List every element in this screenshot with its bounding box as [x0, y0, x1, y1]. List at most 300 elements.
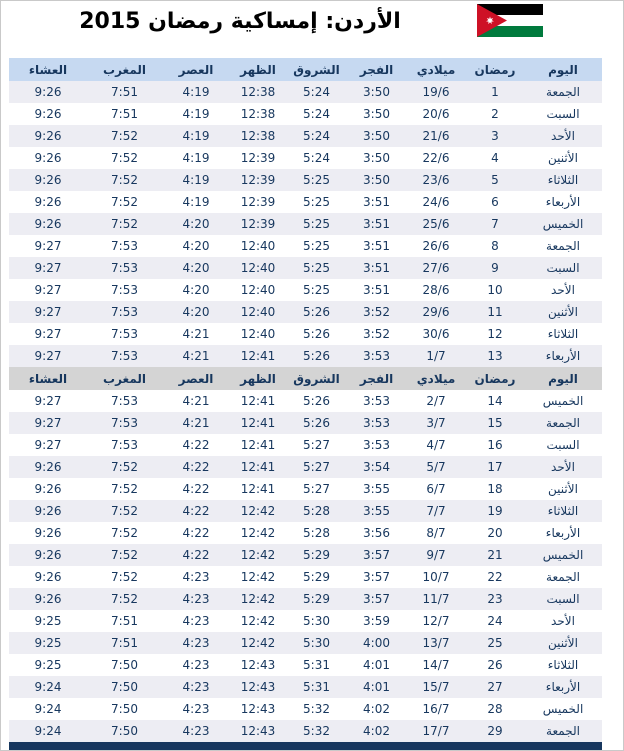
cell-dhuhr: 12:39: [230, 213, 286, 235]
cell-fajr: 3:54: [347, 456, 406, 478]
cell-asr: 4:22: [182, 482, 210, 496]
cell-ramadan: 7: [466, 213, 524, 235]
cell-asr: 4:23: [182, 702, 210, 716]
column-header: ميلادي: [406, 367, 466, 390]
cell-shuruq: 5:29: [303, 570, 330, 584]
cell-fajr: 3:57: [347, 544, 406, 566]
cell-fajr: 4:01: [363, 658, 390, 672]
cell-asr: 4:22: [162, 456, 230, 478]
cell-asr: 4:20: [162, 301, 230, 323]
cell-maghrib: 7:52: [87, 588, 162, 610]
cell-ramadan: 18: [487, 482, 503, 496]
cell-gregorian: 17/7: [406, 720, 466, 742]
cell-asr: 4:23: [162, 676, 230, 698]
cell-isha: 9:27: [34, 394, 62, 408]
cell-gregorian: 19/6: [406, 81, 466, 103]
table-row: [9, 345, 602, 367]
table-row: [9, 103, 602, 125]
cell-ramadan: 14: [487, 394, 503, 408]
cell-asr: 4:21: [182, 327, 210, 341]
cell-day: الأثنين: [524, 301, 602, 323]
cell-maghrib: 7:53: [111, 239, 138, 253]
cell-asr: 4:19: [162, 81, 230, 103]
cell-maghrib: 7:53: [111, 438, 138, 452]
cell-fajr: 3:57: [363, 570, 390, 584]
cell-gregorian: 14/7: [422, 658, 450, 672]
cell-maghrib: 7:52: [111, 570, 138, 584]
cell-ramadan: 2: [491, 107, 499, 121]
cell-fajr: 3:51: [347, 257, 406, 279]
cell-isha: 9:25: [34, 614, 62, 628]
cell-asr: 4:20: [162, 257, 230, 279]
column-header: الظهر: [230, 58, 286, 81]
column-header: رمضان: [466, 367, 524, 390]
prayer-times-table: [9, 58, 602, 742]
cell-isha: 9:26: [34, 570, 62, 584]
cell-day: الجمعة: [524, 720, 602, 742]
cell-day: السبت: [524, 257, 602, 279]
cell-isha: 9:26: [9, 213, 87, 235]
cell-dhuhr: 12:43: [240, 702, 276, 716]
cell-shuruq: 5:25: [303, 195, 330, 209]
cell-fajr: 3:50: [347, 125, 406, 147]
table-row: [9, 301, 602, 323]
page-header: [1, 1, 623, 58]
cell-shuruq: 5:24: [303, 107, 330, 121]
cell-asr: 4:21: [182, 394, 210, 408]
cell-gregorian: 13/7: [406, 632, 466, 654]
cell-maghrib: 7:52: [87, 213, 162, 235]
table-row: [9, 588, 602, 610]
cell-dhuhr: 12:42: [230, 544, 286, 566]
cell-shuruq: 5:27: [303, 482, 330, 496]
cell-dhuhr: 12:40: [240, 239, 276, 253]
cell-ramadan: 11: [466, 301, 524, 323]
cell-gregorian: 15/7: [406, 676, 466, 698]
cell-dhuhr: 12:40: [240, 327, 276, 341]
cell-asr: 4:23: [182, 658, 210, 672]
cell-shuruq: 5:31: [286, 676, 347, 698]
cell-ramadan: 13: [466, 345, 524, 367]
cell-fajr: 3:52: [347, 301, 406, 323]
cell-asr: 4:23: [162, 588, 230, 610]
cell-isha: 9:26: [9, 125, 87, 147]
cell-shuruq: 5:25: [286, 257, 347, 279]
cell-ramadan: 24: [487, 614, 503, 628]
cell-ramadan: 21: [466, 544, 524, 566]
cell-isha: 9:24: [34, 702, 62, 716]
cell-shuruq: 5:26: [286, 412, 347, 434]
cell-fajr: 3:51: [363, 195, 390, 209]
cell-asr: 4:19: [162, 125, 230, 147]
cell-ramadan: 12: [487, 327, 503, 341]
cell-maghrib: 7:52: [111, 526, 138, 540]
cell-shuruq: 5:25: [303, 239, 330, 253]
cell-isha: 9:26: [9, 500, 87, 522]
cell-gregorian: 6/7: [426, 482, 446, 496]
table-row: [9, 323, 602, 345]
cell-ramadan: 9: [466, 257, 524, 279]
cell-fajr: 3:53: [363, 394, 390, 408]
cell-gregorian: 21/6: [406, 125, 466, 147]
table-row: [9, 257, 602, 279]
cell-ramadan: 27: [466, 676, 524, 698]
cell-ramadan: 4: [491, 151, 499, 165]
bottom-bar: [9, 742, 602, 750]
cell-dhuhr: 12:39: [240, 195, 276, 209]
cell-isha: 9:27: [9, 257, 87, 279]
cell-maghrib: 7:53: [87, 257, 162, 279]
cell-gregorian: 9/7: [406, 544, 466, 566]
cell-ramadan: 8: [491, 239, 499, 253]
cell-dhuhr: 12:42: [240, 614, 276, 628]
cell-day: الأثنين: [548, 482, 578, 496]
cell-fajr: 3:51: [347, 213, 406, 235]
cell-asr: 4:19: [182, 195, 210, 209]
table-row: [9, 478, 602, 500]
cell-isha: 9:26: [34, 151, 62, 165]
cell-shuruq: 5:29: [286, 544, 347, 566]
cell-dhuhr: 12:40: [230, 301, 286, 323]
cell-dhuhr: 12:41: [240, 394, 276, 408]
cell-fajr: 3:56: [363, 526, 390, 540]
cell-shuruq: 5:30: [286, 632, 347, 654]
cell-dhuhr: 12:38: [230, 81, 286, 103]
cell-asr: 4:22: [162, 500, 230, 522]
cell-shuruq: 5:25: [286, 169, 347, 191]
cell-ramadan: 5: [466, 169, 524, 191]
cell-shuruq: 5:27: [286, 456, 347, 478]
cell-fajr: 3:52: [363, 327, 390, 341]
cell-isha: 9:26: [9, 456, 87, 478]
cell-isha: 9:27: [34, 283, 62, 297]
cell-isha: 9:24: [9, 676, 87, 698]
cell-maghrib: 7:53: [87, 301, 162, 323]
cell-gregorian: 26/6: [422, 239, 450, 253]
cell-gregorian: 2/7: [426, 394, 446, 408]
cell-gregorian: 3/7: [406, 412, 466, 434]
cell-day: الأحد: [551, 614, 575, 628]
cell-fajr: 4:00: [347, 632, 406, 654]
cell-maghrib: 7:53: [87, 345, 162, 367]
cell-isha: 9:27: [9, 412, 87, 434]
cell-isha: 9:27: [34, 239, 62, 253]
column-header: الشروق: [286, 367, 347, 390]
cell-fajr: 3:50: [363, 151, 390, 165]
cell-shuruq: 5:27: [303, 438, 330, 452]
table-row: [9, 632, 602, 654]
cell-isha: 9:27: [9, 345, 87, 367]
cell-dhuhr: 12:38: [230, 125, 286, 147]
cell-day: السبت: [546, 107, 580, 121]
cell-ramadan: 15: [466, 412, 524, 434]
cell-asr: 4:20: [182, 239, 210, 253]
cell-fajr: 3:51: [363, 239, 390, 253]
cell-shuruq: 5:28: [303, 526, 330, 540]
cell-ramadan: 22: [487, 570, 503, 584]
cell-maghrib: 7:52: [87, 544, 162, 566]
cell-asr: 4:23: [162, 632, 230, 654]
cell-gregorian: 4/7: [426, 438, 446, 452]
cell-gregorian: 24/6: [422, 195, 450, 209]
cell-fajr: 3:53: [363, 438, 390, 452]
cell-shuruq: 5:26: [303, 394, 330, 408]
cell-gregorian: 7/7: [406, 500, 466, 522]
cell-asr: 4:22: [182, 526, 210, 540]
cell-shuruq: 5:30: [303, 614, 330, 628]
cell-isha: 9:27: [34, 438, 62, 452]
cell-fajr: 3:55: [347, 500, 406, 522]
cell-ramadan: 28: [487, 702, 503, 716]
cell-dhuhr: 12:38: [240, 107, 276, 121]
cell-day: الجمعة: [546, 570, 580, 584]
table-row: [9, 169, 602, 191]
cell-fajr: 3:53: [347, 345, 406, 367]
cell-ramadan: 1: [466, 81, 524, 103]
table-row: [9, 279, 602, 301]
cell-dhuhr: 12:43: [240, 658, 276, 672]
column-header: العشاء: [9, 58, 87, 81]
cell-shuruq: 5:26: [286, 345, 347, 367]
cell-asr: 4:19: [182, 107, 210, 121]
table-row: [9, 412, 602, 434]
table-row: [9, 434, 602, 456]
cell-maghrib: 7:53: [111, 394, 138, 408]
cell-gregorian: 16/7: [422, 702, 450, 716]
cell-ramadan: 19: [466, 500, 524, 522]
cell-shuruq: 5:24: [286, 125, 347, 147]
cell-shuruq: 5:25: [303, 283, 330, 297]
cell-isha: 9:26: [34, 107, 62, 121]
cell-ramadan: 10: [487, 283, 503, 297]
cell-dhuhr: 12:42: [240, 526, 276, 540]
cell-dhuhr: 12:41: [230, 345, 286, 367]
cell-shuruq: 5:26: [303, 327, 330, 341]
cell-gregorian: 29/6: [406, 301, 466, 323]
cell-dhuhr: 12:42: [230, 632, 286, 654]
table-row: [9, 500, 602, 522]
cell-maghrib: 7:50: [87, 676, 162, 698]
cell-gregorian: 22/6: [422, 151, 450, 165]
cell-fajr: 3:59: [363, 614, 390, 628]
cell-maghrib: 7:52: [87, 169, 162, 191]
cell-fajr: 3:57: [347, 588, 406, 610]
cell-day: الجمعة: [546, 239, 580, 253]
cell-gregorian: 28/6: [422, 283, 450, 297]
cell-day: الأحد: [551, 283, 575, 297]
cell-asr: 4:20: [182, 283, 210, 297]
column-header: المغرب: [87, 58, 162, 81]
cell-ramadan: 26: [487, 658, 503, 672]
table-row: [9, 125, 602, 147]
table-row: [9, 654, 602, 676]
cell-maghrib: 7:52: [87, 125, 162, 147]
cell-dhuhr: 12:42: [230, 500, 286, 522]
cell-ramadan: 3: [466, 125, 524, 147]
column-header: الظهر: [230, 367, 286, 390]
cell-fajr: 3:50: [363, 107, 390, 121]
cell-ramadan: 23: [466, 588, 524, 610]
cell-gregorian: 25/6: [406, 213, 466, 235]
cell-gregorian: 11/7: [406, 588, 466, 610]
cell-ramadan: 17: [466, 456, 524, 478]
cell-day: الثلاثاء: [547, 658, 579, 672]
cell-dhuhr: 12:41: [240, 438, 276, 452]
cell-day: السبت: [546, 438, 580, 452]
cell-day: الجمعة: [524, 81, 602, 103]
cell-maghrib: 7:51: [111, 614, 138, 628]
cell-gregorian: 12/7: [422, 614, 450, 628]
cell-maghrib: 7:50: [111, 658, 138, 672]
cell-dhuhr: 12:39: [230, 169, 286, 191]
cell-day: الثلاثاء: [524, 500, 602, 522]
column-header: العشاء: [9, 367, 87, 390]
cell-ramadan: 20: [487, 526, 503, 540]
cell-ramadan: 29: [466, 720, 524, 742]
cell-asr: 4:22: [182, 438, 210, 452]
cell-maghrib: 7:51: [111, 107, 138, 121]
column-header: الفجر: [347, 367, 406, 390]
cell-isha: 9:25: [34, 658, 62, 672]
cell-fajr: 3:55: [363, 482, 390, 496]
cell-dhuhr: 12:43: [230, 720, 286, 742]
table-row: [9, 147, 602, 169]
cell-isha: 9:26: [34, 526, 62, 540]
table-row: [9, 676, 602, 698]
cell-dhuhr: 12:41: [230, 412, 286, 434]
cell-day: الثلاثاء: [547, 327, 579, 341]
cell-day: الثلاثاء: [524, 169, 602, 191]
table-row: [9, 456, 602, 478]
cell-maghrib: 7:53: [111, 327, 138, 341]
cell-asr: 4:23: [182, 570, 210, 584]
cell-isha: 9:25: [9, 632, 87, 654]
cell-maghrib: 7:53: [111, 283, 138, 297]
cell-shuruq: 5:29: [286, 588, 347, 610]
cell-gregorian: 27/6: [406, 257, 466, 279]
cell-isha: 9:26: [34, 482, 62, 496]
cell-maghrib: 7:51: [87, 632, 162, 654]
cell-asr: 4:23: [162, 720, 230, 742]
table-row: [9, 390, 602, 412]
cell-isha: 9:26: [9, 169, 87, 191]
table-body: [9, 58, 602, 742]
cell-maghrib: 7:52: [87, 456, 162, 478]
cell-shuruq: 5:28: [286, 500, 347, 522]
cell-day: السبت: [524, 588, 602, 610]
cell-dhuhr: 12:43: [230, 676, 286, 698]
cell-fajr: 4:01: [347, 676, 406, 698]
cell-gregorian: 1/7: [406, 345, 466, 367]
cell-isha: 9:26: [34, 195, 62, 209]
cell-maghrib: 7:52: [111, 482, 138, 496]
cell-day: الأربعاء: [545, 526, 581, 540]
cell-ramadan: 6: [491, 195, 499, 209]
cell-day: الأثنين: [548, 151, 578, 165]
column-header: الشروق: [286, 58, 347, 81]
cell-fajr: 4:02: [347, 720, 406, 742]
cell-dhuhr: 12:40: [240, 283, 276, 297]
cell-gregorian: 10/7: [422, 570, 450, 584]
cell-day: الأحد: [524, 456, 602, 478]
cell-fajr: 3:53: [347, 412, 406, 434]
cell-gregorian: 23/6: [406, 169, 466, 191]
cell-asr: 4:19: [182, 151, 210, 165]
cell-isha: 9:27: [34, 327, 62, 341]
cell-gregorian: 8/7: [426, 526, 446, 540]
table-row: [9, 522, 602, 544]
cell-day: الأربعاء: [545, 195, 581, 209]
column-header: رمضان: [466, 58, 524, 81]
cell-shuruq: 5:32: [303, 702, 330, 716]
cell-asr: 4:19: [162, 169, 230, 191]
column-header: المغرب: [87, 367, 162, 390]
cell-fajr: 3:51: [363, 283, 390, 297]
cell-isha: 9:26: [9, 81, 87, 103]
cell-isha: 9:24: [9, 720, 87, 742]
column-header: الفجر: [347, 58, 406, 81]
cell-dhuhr: 12:41: [240, 482, 276, 496]
table-row: [9, 720, 602, 742]
cell-asr: 4:22: [162, 544, 230, 566]
cell-shuruq: 5:31: [303, 658, 330, 672]
cell-asr: 4:21: [162, 412, 230, 434]
cell-isha: 9:27: [9, 301, 87, 323]
cell-maghrib: 7:52: [111, 151, 138, 165]
cell-day: الأربعاء: [524, 345, 602, 367]
cell-maghrib: 7:51: [87, 81, 162, 103]
cell-shuruq: 5:25: [286, 213, 347, 235]
column-header: العصر: [162, 58, 230, 81]
table-row: [9, 235, 602, 257]
page-title: الأردن: إمساكية رمضان 2015: [79, 9, 401, 34]
table-row: [9, 213, 602, 235]
cell-asr: 4:20: [162, 213, 230, 235]
cell-dhuhr: 12:40: [230, 257, 286, 279]
cell-gregorian: 20/6: [422, 107, 450, 121]
cell-shuruq: 5:24: [303, 151, 330, 165]
cell-maghrib: 7:50: [111, 702, 138, 716]
cell-maghrib: 7:53: [87, 412, 162, 434]
cell-day: الخميس: [542, 394, 584, 408]
cell-isha: 9:26: [9, 544, 87, 566]
cell-isha: 9:26: [9, 588, 87, 610]
table-row: [9, 81, 602, 103]
table-header-row: [9, 367, 602, 390]
cell-day: الأربعاء: [524, 676, 602, 698]
cell-fajr: 3:50: [347, 169, 406, 191]
cell-asr: 4:23: [182, 614, 210, 628]
column-header: ميلادي: [406, 58, 466, 81]
cell-ramadan: 25: [466, 632, 524, 654]
cell-day: الأثنين: [524, 632, 602, 654]
cell-fajr: 4:02: [363, 702, 390, 716]
jordan-flag-icon: [477, 4, 543, 37]
cell-shuruq: 5:32: [286, 720, 347, 742]
cell-gregorian: 30/6: [422, 327, 450, 341]
cell-dhuhr: 12:41: [230, 456, 286, 478]
cell-ramadan: 16: [487, 438, 503, 452]
cell-gregorian: 5/7: [406, 456, 466, 478]
cell-day: الخميس: [524, 213, 602, 235]
cell-day: الأحد: [524, 125, 602, 147]
cell-maghrib: 7:52: [111, 195, 138, 209]
column-header: اليوم: [524, 367, 602, 390]
table-row: [9, 610, 602, 632]
table-row: [9, 566, 602, 588]
cell-dhuhr: 12:42: [240, 570, 276, 584]
column-header: العصر: [162, 367, 230, 390]
